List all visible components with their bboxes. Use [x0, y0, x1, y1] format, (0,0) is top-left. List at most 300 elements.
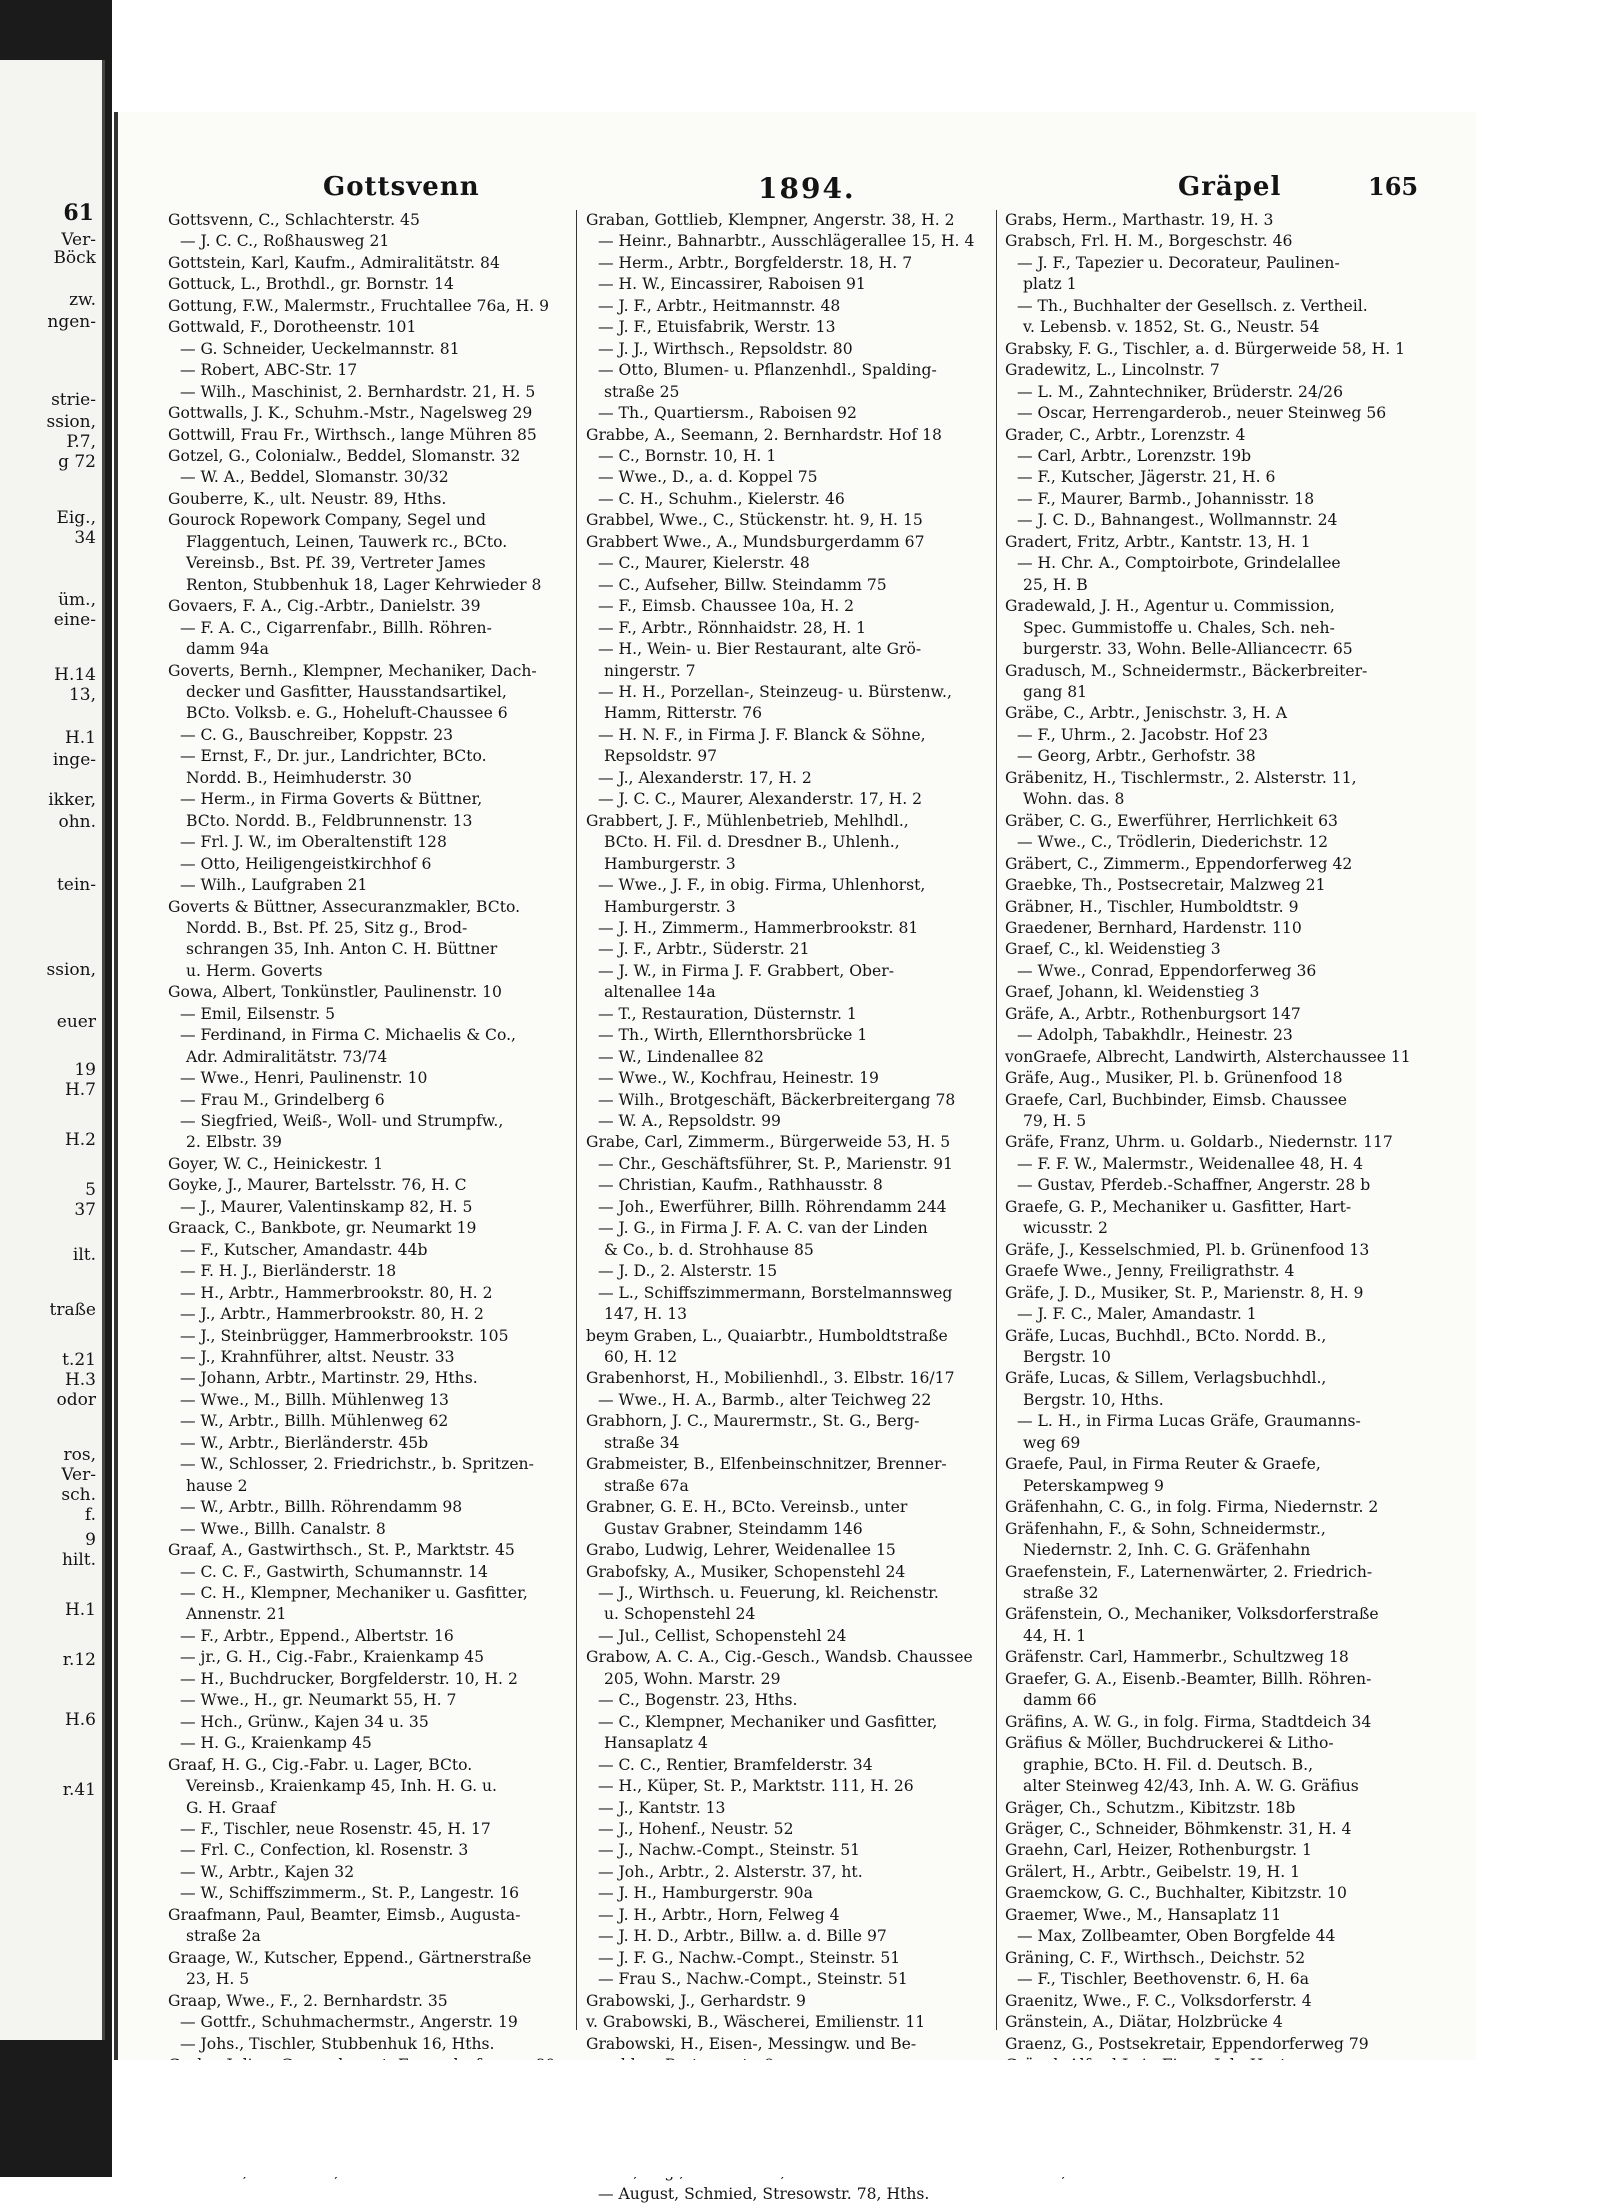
directory-entry-line: Graage, W., Kutscher, Eppend., Gärtnerstraße	[168, 1948, 532, 1967]
directory-entry-line: Gräber, C. G., Ewerführer, Herrlichkeit 63	[1005, 811, 1338, 830]
directory-entry-line: Goyke, J., Maurer, Bartelsstr. 76, H. C	[168, 1176, 467, 1195]
directory-entry-line: schrangen 35, Inh. Anton C. H. Büttner	[186, 940, 498, 959]
directory-entry-line: Graban, Gottlieb, Klempner, Angerstr. 38, H. 2	[586, 211, 955, 229]
previous-page-fragment: H.6	[64, 1710, 96, 1730]
directory-entry-line: platz 1	[1023, 275, 1077, 294]
directory-entry-line: Gräning, C. F., Wirthsch., Deichstr. 52	[1005, 1948, 1306, 1967]
directory-entry-line: — F., Tischler, Beethovenstr. 6, H. 6a	[1017, 1970, 1310, 1989]
directory-entry-line: — C., Maurer, Kielerstr. 48	[598, 554, 810, 573]
directory-entry-line: — Wwe., Billh. Canalstr. 8	[180, 1519, 386, 1538]
directory-entry-line: BCto. H. Fil. d. Dresdner B., Uhlenh.,	[604, 833, 900, 852]
directory-entry-line: straße 67a	[604, 1476, 689, 1495]
directory-entry-line: Gräfenhahn, F., & Sohn, Schneidermstr.,	[1005, 1519, 1326, 1538]
directory-entry-line: Grabenhorst, H., Mobilienhdl., 3. Elbstr. 16/17	[586, 1369, 955, 1388]
directory-entry-line: — J. D., 2. Alsterstr. 15	[598, 1262, 778, 1281]
directory-entry-line: Bergstr. 10, Hths.	[1023, 1390, 1164, 1409]
previous-page-fragment: 19	[74, 1060, 96, 1080]
directory-entry-line: 147, H. 13	[604, 1305, 688, 1324]
directory-entry-line: Graefe, Carl, Buchbinder, Eimsb. Chaussee	[1005, 1090, 1347, 1109]
directory-entry-line: — Oscar, Herrengarderob., neuer Steinweg 56	[1017, 404, 1387, 423]
previous-page-fragment: üm.,	[58, 590, 96, 610]
directory-entry-line: — Carl, Arbtr., Lorenzstr. 19b	[1017, 446, 1252, 465]
directory-entry-line: Goyer, W. C., Heinickestr. 1	[168, 1154, 384, 1173]
directory-entry-line: — F., Arbtr., Rönnhaidstr. 28, H. 1	[598, 618, 867, 637]
directory-entry-line: — F., Eimsb. Chaussee 10a, H. 2	[598, 597, 855, 616]
directory-entry-line: 23, H. 5	[186, 1970, 250, 1989]
column-divider	[576, 210, 577, 2030]
directory-entry-line: — Wilh., Brotgeschäft, Bäckerbreitergang 78	[598, 1090, 956, 1109]
directory-entry-line: — Frl. C., Confection, kl. Rosenstr. 3	[180, 1841, 469, 1860]
directory-entry-line: Gräfenhahn, C. G., in folg. Firma, Niedernstr. 2	[1005, 1498, 1379, 1517]
directory-entry-line: — C., Bogenstr. 23, Hths.	[598, 1691, 798, 1710]
directory-entry-line: decker und Gasfitter, Hausstandsartikel,	[186, 682, 507, 701]
directory-entry-line: — H. W., Eincassirer, Raboisen 91	[598, 275, 866, 294]
directory-entry-line: Hamburgerstr. 3	[604, 897, 736, 916]
directory-entry-line: gang 81	[1023, 682, 1088, 701]
previous-page-fragment: zw.	[69, 290, 96, 310]
directory-entry-line: — Gustav, Pferdeb.-Schaffner, Angerstr. 28 b	[1017, 1176, 1371, 1195]
directory-entry-line: — jr., G. H., Cig.-Fabr., Kraienkamp 45	[180, 1648, 485, 1667]
directory-entry-line: Grabofsky, A., Musiker, Schopenstehl 24	[586, 1562, 906, 1581]
directory-entry-line: Grabsch, Frl. H. M., Borgeschstr. 46	[1005, 232, 1293, 251]
directory-entry-line: ningerstr. 7	[604, 661, 696, 680]
directory-entry-line: — Herm., in Firma Goverts & Büttner,	[180, 790, 483, 809]
header-right-keyword: Gräpel	[1178, 172, 1282, 202]
directory-entry-line: — F., Arbtr., Eppend., Albertstr. 16	[180, 1626, 454, 1645]
directory-entry-line: — C. C., Rentier, Bramfelderstr. 34	[598, 1755, 873, 1774]
previous-page-fragment: Ver-	[61, 1465, 96, 1485]
directory-entry-line: 25, H. B	[1023, 575, 1088, 594]
previous-page-fragment: g 72	[58, 452, 96, 472]
directory-entry-line: — J. F., Arbtr., Süderstr. 21	[598, 940, 810, 959]
directory-entry-line: — J., Arbtr., Hammerbrookstr. 80, H. 2	[180, 1305, 484, 1324]
directory-entry-line: Graemer, Wwe., M., Hansaplatz 11	[1005, 1905, 1282, 1924]
directory-entry-line: — Johs., Tischler, Stubbenhuk 16, Hths.	[180, 2034, 495, 2053]
directory-entry-line: — Georg, Arbtr., Gerhofstr. 38	[1017, 747, 1256, 766]
directory-entry-line: — F., Kutscher, Jägerstr. 21, H. 6	[1017, 468, 1276, 487]
directory-entry-line: — J., Steinbrügger, Hammerbrookstr. 105	[180, 1326, 509, 1345]
directory-entry-line: Nordd. B., Bst. Pf. 25, Sitz g., Brod-	[186, 918, 468, 937]
directory-entry-line: straße 34	[604, 1433, 680, 1452]
previous-page-fragment: 9	[85, 1530, 96, 1550]
previous-page-fragment: t.21	[62, 1350, 96, 1370]
directory-entry-line: Gräfe, J., Kesselschmied, Pl. b. Grünenfood 13	[1005, 1240, 1370, 1259]
directory-entry-line: Gräfe, J. D., Musiker, St. P., Marienstr. 8, H. 9	[1005, 1283, 1364, 1302]
directory-entry-line: u. Herm. Goverts	[186, 961, 323, 980]
directory-entry-line: vonGraefe, Albrecht, Landwirth, Alsterchaussee 11	[1005, 1047, 1411, 1066]
directory-entry-line: — Robert, ABC-Str. 17	[180, 361, 358, 380]
directory-entry-line: Niedernstr. 2, Inh. C. G. Gräfenhahn	[1023, 1541, 1311, 1560]
directory-entry-line: Gottwald, F., Dorotheenstr. 101	[168, 318, 417, 337]
directory-entry-line: — W. A., Repsoldstr. 99	[598, 1112, 781, 1131]
previous-page-fragment: eine-	[53, 610, 96, 630]
directory-entry-line: — F. A. C., Cigarrenfabr., Billh. Röhren-	[180, 618, 492, 637]
directory-entry-line: — H. H., Porzellan-, Steinzeug- u. Bürstenw.,	[598, 682, 952, 701]
directory-entry-line: — J. H., Zimmerm., Hammerbrookstr. 81	[598, 918, 919, 937]
directory-entry-line: — W., Schlosser, 2. Friedrichstr., b. Spritzen-	[180, 1455, 534, 1474]
previous-page-fragment: Eig.,	[56, 508, 96, 528]
header-left-keyword: Gottsvenn	[323, 172, 480, 202]
directory-entry-line: Grabbe, A., Seemann, 2. Bernhardstr. Hof 18	[586, 425, 942, 444]
directory-entry-line: — Herm., Arbtr., Borgfelderstr. 18, H. 7	[598, 253, 913, 272]
directory-entry-line: — L., Schiffszimmermann, Borstelmannsweg	[598, 1283, 953, 1302]
directory-entry-line: — T., Restauration, Düsternstr. 1	[598, 1004, 857, 1023]
previous-page-fragment: inge-	[52, 750, 96, 770]
directory-entry-line: Renton, Stubbenhuk 18, Lager Kehrwieder 8	[186, 575, 542, 594]
directory-entry-line: — J., Nachw.-Compt., Steinstr. 51	[598, 1841, 861, 1860]
directory-entry-line: Grabowski, J., Gerhardstr. 9	[586, 1991, 806, 2010]
directory-entry-line: Grabow, A. C. A., Cig.-Gesch., Wandsb. Chaussee	[586, 1648, 973, 1667]
directory-entry-line: Graap, Wwe., F., 2. Bernhardstr. 35	[168, 1991, 448, 2010]
directory-entry-line: Graack, C., Bankbote, gr. Neumarkt 19	[168, 1219, 477, 1238]
page-header	[118, 172, 1476, 212]
directory-entry-line: — Otto, Blumen- u. Pflanzenhdl., Spalding-	[598, 361, 937, 380]
previous-page-fragment: ngen-	[47, 312, 96, 332]
directory-entry-line: — Th., Quartiersm., Raboisen 92	[598, 404, 857, 423]
directory-entry-line: Flaggentuch, Leinen, Tauwerk rc., BCto.	[186, 532, 508, 551]
directory-entry-line: Grabowski, H., Eisen-, Messingw. und Be-	[586, 2034, 917, 2053]
directory-entry-line: Gräfe, Aug., Musiker, Pl. b. Grünenfood 18	[1005, 1069, 1343, 1088]
directory-entry-line: Hamm, Ritterstr. 76	[604, 704, 763, 723]
directory-entry-line: — F., Tischler, neue Rosenstr. 45, H. 17	[180, 1819, 491, 1838]
directory-entry-line: straße 25	[604, 382, 680, 401]
directory-entry-line: — H. N. F., in Firma J. F. Blanck & Söhne,	[598, 725, 926, 744]
directory-entry-line: — H., Küper, St. P., Marktstr. 111, H. 26	[598, 1777, 914, 1796]
directory-entry-line: Gräfius & Möller, Buchdruckerei & Litho-	[1005, 1734, 1334, 1753]
directory-entry-line: Graedener, Bernhard, Hardenstr. 110	[1005, 918, 1302, 937]
directory-entry-line: — J. H. D., Arbtr., Billw. a. d. Bille 97	[598, 1927, 887, 1946]
directory-entry-line: — Wilh., Laufgraben 21	[180, 876, 368, 895]
directory-entry-line: — Wwe., Henri, Paulinenstr. 10	[180, 1069, 428, 1088]
directory-entry-line: Grabhorn, J. C., Maurermstr., St. G., Berg-	[586, 1412, 920, 1431]
directory-page	[118, 112, 1476, 2203]
directory-entry-line: Gräfenstr. Carl, Hammerbr., Schultzweg 18	[1005, 1648, 1349, 1667]
directory-entry-line: Gräger, Ch., Schutzm., Kibitzstr. 18b	[1005, 1798, 1296, 1817]
directory-entry-line: Gouberre, K., ult. Neustr. 89, Hths.	[168, 489, 447, 508]
directory-entry-line: altenallee 14a	[604, 983, 716, 1002]
scan-margin	[112, 2060, 1600, 2177]
directory-entry-line: — F., Maurer, Barmb., Johannisstr. 18	[1017, 489, 1315, 508]
directory-entry-line: — Heinr., Bahnarbtr., Ausschlägerallee 15, H. 4	[598, 232, 975, 251]
directory-entry-line: Graafmann, Paul, Beamter, Eimsb., Augusta-	[168, 1905, 521, 1924]
directory-entry-line: — Frl. J. W., im Oberaltenstift 128	[180, 833, 447, 852]
directory-entry-line: Gräfins, A. W. G., in folg. Firma, Stadtdeich 34	[1005, 1712, 1372, 1731]
previous-page-fragment: f.	[84, 1505, 96, 1525]
directory-entry-line: — W., Lindenallee 82	[598, 1047, 764, 1066]
directory-entry-line: 79, H. 5	[1023, 1112, 1087, 1131]
directory-entry-line: Gradert, Fritz, Arbtr., Kantstr. 13, H. 1	[1005, 532, 1311, 551]
column-2	[586, 210, 981, 2203]
directory-entry-line: hause 2	[186, 1476, 248, 1495]
directory-entry-line: Graehn, Carl, Heizer, Rothenburgstr. 1	[1005, 1841, 1312, 1860]
directory-entry-line: — Wwe., M., Billh. Mühlenweg 13	[180, 1390, 449, 1409]
directory-entry-line: damm 66	[1023, 1691, 1097, 1710]
directory-entry-line: Graef, Johann, kl. Weidenstieg 3	[1005, 983, 1260, 1002]
directory-entry-line: — J. F., Etuisfabrik, Werstr. 13	[598, 318, 836, 337]
directory-entry-line: Goverts, Bernh., Klempner, Mechaniker, Dach-	[168, 661, 537, 680]
directory-entry-line: Gräbe, C., Arbtr., Jenischstr. 3, H. A	[1005, 704, 1287, 723]
directory-entry-line: Graenz, G., Postsekretair, Eppendorferweg 79	[1005, 2034, 1369, 2053]
directory-entry-line: straße 32	[1023, 1584, 1099, 1602]
previous-page-fragment: ohn.	[58, 812, 96, 832]
directory-entry-line: — W., Arbtr., Billh. Mühlenweg 62	[180, 1412, 449, 1431]
directory-entry-line: — Emil, Eilsenstr. 5	[180, 1004, 336, 1023]
previous-page-fragment: odor	[56, 1390, 96, 1410]
directory-entry-line: wicusstr. 2	[1023, 1219, 1108, 1238]
directory-entry-line: Gottung, F.W., Malermstr., Fruchtallee 76a, H. 9	[168, 296, 550, 315]
directory-entry-line: Bergstr. 10	[1023, 1348, 1111, 1367]
directory-entry-line: Spec. Gummistoffe u. Chales, Sch. neh-	[1023, 618, 1335, 637]
directory-entry-line: — G. Schneider, Ueckelmannstr. 81	[180, 339, 460, 358]
directory-entry-line: Graefe, G. P., Mechaniker u. Gasfitter, Hart-	[1005, 1197, 1352, 1216]
directory-entry-line: Graaf, A., Gastwirthsch., St. P., Marktstr. 45	[168, 1541, 515, 1560]
directory-entry-line: Gräbert, C., Zimmerm., Eppendorferweg 42	[1005, 854, 1353, 873]
previous-page-edge	[0, 60, 105, 2040]
directory-entry-line: — C. G., Bauschreiber, Koppstr. 23	[180, 725, 454, 744]
directory-entry-line: Gowa, Albert, Tonkünstler, Paulinenstr. 10	[168, 983, 502, 1002]
previous-page-fragment: H.3	[64, 1370, 96, 1390]
directory-entry-line: Gottwill, Frau Fr., Wirthsch., lange Mühren 85	[168, 425, 537, 444]
directory-entry-line: — L. H., in Firma Lucas Gräfe, Graumanns-	[1017, 1412, 1361, 1431]
directory-entry-line: — C. H., Schuhm., Kielerstr. 46	[598, 489, 845, 508]
directory-entry-line: Grabmeister, B., Elfenbeinschnitzer, Brenner-	[586, 1455, 947, 1474]
directory-entry-line: — Joh., Ewerführer, Billh. Röhrendamm 244	[598, 1197, 947, 1216]
previous-page-fragment: H.1	[64, 1600, 96, 1620]
previous-page-fragment: strie-	[51, 390, 96, 410]
directory-entry-line: — Wwe., H., gr. Neumarkt 55, H. 7	[180, 1691, 457, 1710]
directory-entry-line: — F., Kutscher, Amandastr. 44b	[180, 1240, 428, 1259]
directory-entry-line: — Chr., Geschäftsführer, St. P., Marienstr. 91	[598, 1154, 953, 1173]
directory-entry-line: — Otto, Heiligengeistkirchhof 6	[180, 854, 432, 873]
previous-page-fragment: hilt.	[61, 1550, 96, 1570]
previous-page-fragment: r.12	[62, 1650, 96, 1670]
previous-page-fragment: ilt.	[72, 1245, 96, 1265]
previous-page-fragment: ssion,	[46, 412, 96, 432]
directory-entry-line: Gottwalls, J. K., Schuhm.-Mstr., Nagelsweg 29	[168, 404, 533, 423]
directory-entry-line: BCto. Volksb. e. G., Hoheluft-Chaussee 6	[186, 704, 508, 723]
directory-entry-line: — W., Arbtr., Billh. Röhrendamm 98	[180, 1498, 463, 1517]
previous-page-fragment: H.7	[64, 1080, 96, 1100]
previous-page-fragment: 37	[74, 1200, 96, 1220]
directory-entry-line: — Max, Zollbeamter, Oben Borgfelde 44	[1017, 1927, 1336, 1946]
directory-entry-line: Grabner, G. E. H., BCto. Vereinsb., unter	[586, 1498, 908, 1517]
directory-entry-line: weg 69	[1023, 1433, 1081, 1452]
directory-entry-line: — H., Wein- u. Bier Restaurant, alte Grö-	[598, 640, 922, 659]
directory-entry-line: Graefer, G. A., Eisenb.-Beamter, Billh. Röhren-	[1005, 1669, 1372, 1688]
directory-entry-line: Gradusch, M., Schneidermstr., Bäckerbreiter-	[1005, 661, 1368, 680]
directory-entry-line: — August, Schmied, Stresowstr. 78, Hths.	[598, 2184, 930, 2203]
directory-entry-line: — J. W., in Firma J. F. Grabbert, Ober-	[598, 961, 894, 980]
directory-entry-line: — J. F. G., Nachw.-Compt., Steinstr. 51	[598, 1948, 901, 1967]
directory-entry-line: — Gottfr., Schuhmachermstr., Angerstr. 19	[180, 2013, 518, 2032]
previous-page-fragment: P.7,	[66, 432, 96, 452]
directory-entry-line: Grälert, H., Arbtr., Geibelstr. 19, H. 1	[1005, 1862, 1301, 1881]
directory-entry-line: Grabo, Ludwig, Lehrer, Weidenallee 15	[586, 1541, 896, 1560]
directory-entry-line: — F. H. J., Bierländerstr. 18	[180, 1262, 397, 1281]
directory-entry-line: — J., Wirthsch. u. Feuerung, kl. Reichenstr.	[598, 1584, 939, 1602]
column-1	[168, 210, 563, 2053]
directory-entry-line: — Joh., Arbtr., 2. Alsterstr. 37, ht.	[598, 1862, 863, 1881]
directory-entry-line: — J. H., Hamburgerstr. 90a	[598, 1884, 813, 1903]
directory-entry-line: Grabsky, F. G., Tischler, a. d. Bürgerweide 58, H. 1	[1005, 339, 1406, 358]
header-year: 1894.	[758, 172, 856, 205]
directory-entry-line: Gräger, C., Schneider, Böhmkenstr. 31, H. 4	[1005, 1819, 1352, 1838]
directory-entry-line: — H. Chr. A., Comptoirbote, Grindelallee	[1017, 554, 1341, 573]
previous-page-fragment: ikker,	[48, 790, 96, 810]
previous-page-fragment: ros,	[63, 1445, 96, 1465]
directory-entry-line: burgerstr. 33, Wohn. Belle-Allianceстr. 65	[1023, 640, 1353, 659]
directory-entry-line: — C., Klempner, Mechaniker und Gasfitter,	[598, 1712, 938, 1731]
directory-entry-line: — F. F. W., Malermstr., Weidenallee 48, H. 4	[1017, 1154, 1364, 1173]
column-divider	[996, 210, 997, 2030]
directory-entry-line: — J. H., Arbtr., Horn, Felweg 4	[598, 1905, 840, 1924]
directory-entry-line: — Wwe., Conrad, Eppendorferweg 36	[1017, 961, 1317, 980]
directory-entry-line: Gräfe, Lucas, Buchhdl., BCto. Nordd. B.,	[1005, 1326, 1327, 1345]
directory-entry-line: — Ferdinand, in Firma C. Michaelis & Co.,	[180, 1026, 517, 1045]
directory-entry-line: — J. F. C., Maler, Amandastr. 1	[1017, 1305, 1257, 1324]
directory-entry-line: Govaers, F. A., Cig.-Arbtr., Danielstr. 39	[168, 597, 481, 616]
previous-page-number: 61	[63, 200, 94, 226]
directory-entry-line: — C., Aufseher, Billw. Steindamm 75	[598, 575, 887, 594]
directory-entry-line: Wohn. das. 8	[1023, 790, 1125, 809]
directory-entry-line: — J. F., Tapezier u. Decorateur, Paulinen-	[1017, 253, 1340, 272]
directory-entry-line: Gräfe, Lucas, & Sillem, Verlagsbuchhdl.,	[1005, 1369, 1327, 1388]
directory-entry-line: — Wwe., C., Trödlerin, Diederichstr. 12	[1017, 833, 1329, 852]
previous-page-fragment: 34	[74, 528, 96, 548]
directory-entry-line: — W. A., Beddel, Slomanstr. 30/32	[180, 468, 449, 487]
directory-entry-line: Graef, C., kl. Weidenstieg 3	[1005, 940, 1221, 959]
directory-entry-line: Graefe, Paul, in Firma Reuter & Graefe,	[1005, 1455, 1321, 1474]
directory-entry-line: Goverts & Büttner, Assecuranzmakler, BCto.	[168, 897, 521, 916]
directory-entry-line: straße 2a	[186, 1927, 261, 1946]
directory-entry-line: Gräfenstein, O., Mechaniker, Volksdorferstraße	[1005, 1605, 1379, 1624]
directory-entry-line: — Hch., Grünw., Kajen 34 u. 35	[180, 1712, 429, 1731]
directory-entry-line: — Ernst, F., Dr. jur., Landrichter, BCto.	[180, 747, 487, 766]
previous-page-fragment: euer	[56, 1012, 96, 1032]
previous-page-fragment: Böck	[53, 248, 96, 268]
directory-entry-line: — Wwe., D., a. d. Koppel 75	[598, 468, 818, 487]
directory-entry-line: graphie, BCto. H. Fil. d. Deutsch. B.,	[1023, 1755, 1314, 1774]
directory-entry-line: — J. C. C., Roßhausweg 21	[180, 232, 390, 251]
directory-entry-line: Gottuck, L., Brothdl., gr. Bornstr. 14	[168, 275, 454, 294]
directory-entry-line: Adr. Admiralitätstr. 73/74	[186, 1047, 388, 1066]
previous-page-fragment: tein-	[56, 875, 96, 895]
directory-entry-line: Gradewitz, L., Lincolnstr. 7	[1005, 361, 1220, 380]
previous-page-fragment: sch.	[61, 1485, 96, 1505]
directory-entry-line: — Jul., Cellist, Schopenstehl 24	[598, 1626, 847, 1645]
directory-entry-line: — H., Buchdrucker, Borgfelderstr. 10, H. 2	[180, 1669, 518, 1688]
directory-entry-line: 44, H. 1	[1023, 1626, 1087, 1645]
directory-entry-line: — J., Krahnführer, altst. Neustr. 33	[180, 1348, 455, 1367]
directory-entry-line: Graemckow, G. C., Buchhalter, Kibitzstr. 10	[1005, 1884, 1347, 1903]
directory-entry-line: Gräfe, Franz, Uhrm. u. Goldarb., Niedernstr. 117	[1005, 1133, 1393, 1152]
directory-entry-line: Gräfe, A., Arbtr., Rothenburgsort 147	[1005, 1004, 1301, 1023]
directory-entry-line: — Wwe., H. A., Barmb., alter Teichweg 22	[598, 1390, 932, 1409]
directory-entry-line: — H., Arbtr., Hammerbrookstr. 80, H. 2	[180, 1283, 493, 1302]
directory-entry-line: Graenitz, Wwe., F. C., Volksdorferstr. 4	[1005, 1991, 1312, 2010]
directory-entry-line: — Adolph, Tabakhdlr., Heinestr. 23	[1017, 1026, 1293, 1045]
directory-entry-line: Graefe Wwe., Jenny, Freiligrathstr. 4	[1005, 1262, 1295, 1281]
directory-entry-line: — J., Hohenf., Neustr. 52	[598, 1819, 794, 1838]
directory-entry-line: — Siegfried, Weiß-, Woll- und Strumpfw.,	[180, 1112, 504, 1131]
directory-entry-line: 2. Elbstr. 39	[186, 1133, 282, 1152]
directory-entry-line: v. Lebensb. v. 1852, St. G., Neustr. 54	[1023, 318, 1320, 337]
previous-page-fragment: ssion,	[46, 960, 96, 980]
directory-entry-line: Gustav Grabner, Steindamm 146	[604, 1519, 863, 1538]
directory-entry-line: — F., Uhrm., 2. Jacobstr. Hof 23	[1017, 725, 1269, 744]
directory-entry-line: — J. F., Arbtr., Heitmannstr. 48	[598, 296, 841, 315]
directory-entry-line: — Th., Buchhalter der Gesellsch. z. Vertheil.	[1017, 296, 1368, 315]
directory-entry-line: Grabe, Carl, Zimmerm., Bürgerweide 53, H. 5	[586, 1133, 951, 1152]
directory-entry-line: & Co., b. d. Strohhause 85	[604, 1240, 814, 1259]
directory-entry-line: v. Grabowski, B., Wäscherei, Emilienstr. 11	[586, 2013, 926, 2032]
directory-entry-line: — Johann, Arbtr., Martinstr. 29, Hths.	[180, 1369, 478, 1388]
previous-page-fragment: Ver-	[61, 230, 96, 250]
directory-entry-line: Grabbert, J. F., Mühlenbetrieb, Mehlhdl.,	[586, 811, 909, 830]
directory-entry-line: — Wilh., Maschinist, 2. Bernhardstr. 21, H. 5	[180, 382, 536, 401]
directory-entry-line: — J. G., in Firma J. F. A. C. van der Linden	[598, 1219, 928, 1238]
directory-entry-line: — W., Arbtr., Kajen 32	[180, 1862, 355, 1881]
directory-entry-line: 205, Wohn. Marstr. 29	[604, 1669, 781, 1688]
page-number: 165	[1368, 172, 1419, 201]
directory-entry-line: — Wwe., J. F., in obig. Firma, Uhlenhorst,	[598, 876, 926, 895]
previous-page-fragment: 5	[85, 1180, 96, 1200]
directory-entry-line: Gotzel, G., Colonialw., Beddel, Slomanstr. 32	[168, 446, 521, 465]
previous-page-fragment: traße	[49, 1300, 96, 1320]
directory-entry-line: — J., Kantstr. 13	[598, 1798, 726, 1817]
previous-page-fragment: H.1	[64, 728, 96, 748]
directory-entry-line: Repsoldstr. 97	[604, 747, 718, 766]
directory-entry-line: Nordd. B., Heimhuderstr. 30	[186, 768, 412, 787]
directory-entry-line: Peterskampweg 9	[1023, 1476, 1164, 1495]
directory-entry-line: — C., Bornstr. 10, H. 1	[598, 446, 777, 465]
directory-entry-line: Vereinsb., Bst. Pf. 39, Vertreter James	[186, 554, 486, 573]
previous-page-fragment: 13,	[68, 685, 96, 705]
directory-entry-line: Vereinsb., Kraienkamp 45, Inh. H. G. u.	[186, 1777, 497, 1796]
previous-page-fragment: r.41	[62, 1780, 96, 1800]
directory-entry-line: Hansaplatz 4	[604, 1734, 708, 1753]
directory-entry-line: — Th., Wirth, Ellernthorsbrücke 1	[598, 1026, 868, 1045]
directory-entry-line: Grabbert Wwe., A., Mundsburgerdamm 67	[586, 532, 925, 551]
directory-entry-line: Graebke, Th., Postsecretair, Malzweg 21	[1005, 876, 1326, 895]
directory-entry-line: — W., Arbtr., Bierländerstr. 45b	[180, 1433, 429, 1452]
directory-entry-line: — Frau S., Nachw.-Compt., Steinstr. 51	[598, 1970, 908, 1989]
directory-entry-line: u. Schopenstehl 24	[604, 1605, 756, 1624]
directory-entry-line: Graefenstein, F., Laternenwärter, 2. Friedrich-	[1005, 1562, 1373, 1581]
directory-entry-line: Gourock Ropework Company, Segel und	[168, 511, 487, 530]
directory-entry-line: — C. H., Klempner, Mechaniker u. Gasfitter,	[180, 1584, 528, 1602]
previous-page-fragment: H.2	[64, 1130, 96, 1150]
directory-entry-line: Gräbenitz, H., Tischlermstr., 2. Alsterstr. 11,	[1005, 768, 1357, 787]
directory-entry-line: Grader, C., Arbtr., Lorenzstr. 4	[1005, 425, 1246, 444]
directory-entry-line: — W., Schiffszimmerm., St. P., Langestr. 16	[180, 1884, 520, 1903]
directory-entry-line: — J. C. C., Maurer, Alexanderstr. 17, H. 2	[598, 790, 923, 809]
directory-entry-line: Gräbner, H., Tischler, Humboldtstr. 9	[1005, 897, 1299, 916]
directory-entry-line: Annenstr. 21	[186, 1605, 287, 1624]
directory-entry-line: Grabbel, Wwe., C., Stückenstr. ht. 9, H. 15	[586, 511, 923, 530]
directory-entry-line: — J. J., Wirthsch., Repsoldstr. 80	[598, 339, 853, 358]
directory-entry-line: Hamburgerstr. 3	[604, 854, 736, 873]
directory-entry-line: — J., Maurer, Valentinskamp 82, H. 5	[180, 1197, 473, 1216]
directory-entry-line: 60, H. 12	[604, 1348, 678, 1367]
directory-entry-line: Gottstein, Karl, Kaufm., Admiralitätstr. 84	[168, 253, 500, 272]
directory-entry-line: — Christian, Kaufm., Rathhausstr. 8	[598, 1176, 883, 1195]
directory-entry-line: — C. C. F., Gastwirth, Schumannstr. 14	[180, 1562, 488, 1581]
directory-entry-line: Graaf, H. G., Cig.-Fabr. u. Lager, BCto.	[168, 1755, 473, 1774]
directory-entry-line: — J. C. D., Bahnangest., Wollmannstr. 24	[1017, 511, 1338, 530]
directory-entry-line: — Wwe., W., Kochfrau, Heinestr. 19	[598, 1069, 879, 1088]
directory-entry-line: Grabs, Herm., Marthastr. 19, H. 3	[1005, 211, 1274, 229]
